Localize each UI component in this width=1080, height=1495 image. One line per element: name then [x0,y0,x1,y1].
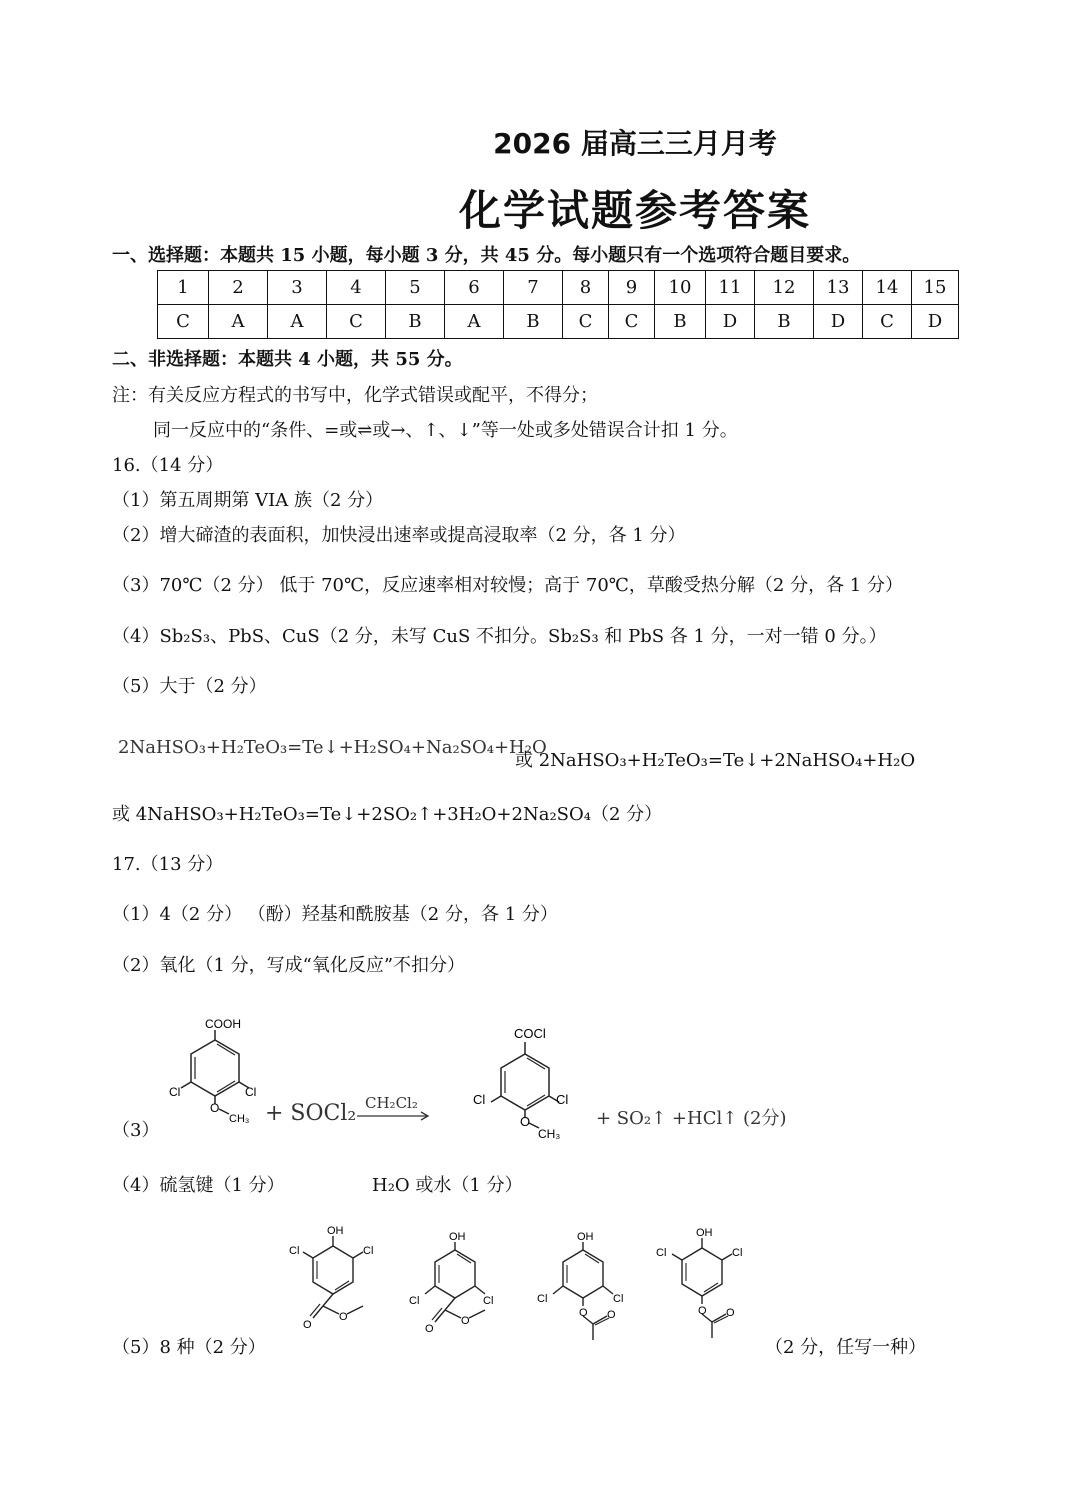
q17-answer-5-label: （5）8 种（2 分） [112,1337,266,1358]
isomer-structure-4 [650,1222,755,1347]
q16-equation-2: 或 2NaHSO₃+H₂TeO₃=Te↓+2NaHSO₄+H₂O [515,750,916,771]
question-number-cell: 13 [814,271,863,305]
question-number-cell: 15 [912,271,959,305]
o-label: O [520,1114,531,1129]
ch3-label: CH₃ [229,1113,250,1125]
q16-answer-4: （4）Sb₂S₃、PbS、CuS（2 分，未写 CuS 不扣分。Sb₂S₃ 和 PbS 各 1 分，一对一错 0 分。） [112,626,887,647]
answer-cell: D [814,305,863,339]
cl-label: Cl [409,1295,420,1307]
question-number-cell: 3 [268,271,327,305]
answer-cell: A [268,305,327,339]
o-label: O [339,1311,348,1323]
cl-label: Cl [473,1092,486,1107]
answer-table-answer-row [158,305,959,339]
cl-label: Cl [245,1085,257,1099]
answer-cell: C [158,305,209,339]
cl-label: Cl [732,1247,743,1259]
q16-answer-3: （3）70℃（2 分） 低于 70℃，反应速率相对较慢；高于 70℃，草酸受热分解（2 分，各 1 分） [112,575,903,596]
cl-label: Cl [363,1245,374,1257]
o-label: O [303,1319,312,1331]
question-number-cell: 8 [563,271,609,305]
isomer-structure-3 [535,1228,635,1353]
q17-title: 17.（13 分） [112,854,224,875]
answer-cell: B [504,305,563,339]
reactant-structure [165,1010,265,1125]
isomer-structure-2 [405,1230,510,1345]
question-number-cell: 9 [609,271,655,305]
note-line-2: 同一反应中的“条件、=或⇌或→、↑、↓”等一处或多处错误合计扣 1 分。 [153,420,738,441]
answer-cell: C [609,305,655,339]
cocl-label: COCl [514,1026,546,1041]
q16-answer-5: （5）大于（2 分） [112,676,267,697]
q17-answer-3-label: （3） [112,1120,160,1141]
q17-answer-4-right: H₂O 或水（1 分） [372,1175,523,1196]
o-label: O [726,1307,735,1319]
section2-heading: 二、非选择题：本题共 4 小题，共 55 分。 [112,349,463,370]
answer-table-number-row [158,271,959,305]
cl-label: Cl [556,1092,569,1107]
oh-label: OH [577,1231,594,1243]
oh-label: OH [327,1225,344,1237]
document-title: 化学试题参考答案 [458,186,811,235]
question-number-cell: 11 [706,271,755,305]
q17-answer-2: （2）氧化（1 分，写成“氧化反应”不扣分） [112,955,466,976]
q17-answer-1: （1）4（2 分） （酚）羟基和酰胺基（2 分，各 1 分） [112,904,558,925]
cl-label: Cl [289,1245,300,1257]
reaction-arrow [355,1110,435,1122]
answer-table [157,270,959,339]
product-structure [470,1020,580,1145]
q16-answer-2: （2）增大碲渣的表面积，加快浸出速率或提高浸取率（2 分，各 1 分） [112,525,686,546]
answer-cell: C [863,305,912,339]
q17-answer-4-left: （4）硫氢键（1 分） [112,1175,285,1196]
q16-answer-1: （1）第五周期第 VIA 族（2 分） [112,490,384,511]
cooh-label: COOH [205,1017,241,1031]
reagent-socl2: + SOCl₂ [265,1101,357,1126]
answer-cell: B [386,305,445,339]
question-number-cell: 2 [209,271,268,305]
isomer-structure-1 [285,1222,385,1342]
o-label: O [579,1307,588,1319]
question-number-cell: 12 [755,271,814,305]
question-number-cell: 4 [327,271,386,305]
o-label: O [425,1323,434,1335]
question-number-cell: 14 [863,271,912,305]
reaction-byproducts: + SO₂↑ +HCl↑ (2分) [596,1108,787,1129]
o-label: O [210,1101,220,1115]
question-number-cell: 5 [386,271,445,305]
oh-label: OH [449,1231,466,1243]
o-label: O [461,1315,470,1327]
answer-cell: D [706,305,755,339]
question-number-cell: 1 [158,271,209,305]
o-label: O [698,1305,707,1317]
q17-answer-5-note: （2 分，任写一种） [765,1337,927,1358]
cl-label: Cl [656,1247,667,1259]
answer-cell: B [655,305,706,339]
question-number-cell: 10 [655,271,706,305]
cl-label: Cl [169,1085,181,1099]
q16-equation-3: 或 4NaHSO₃+H₂TeO₃=Te↓+2SO₂↑+3H₂O+2Na₂SO₄（2 分） [112,804,663,825]
section1-heading: 一、选择题：本题共 15 小题，每小题 3 分，共 45 分。每小题只有一个选项符合题目要求。 [112,245,861,266]
exam-title: 2026 届高三三月月考 [493,127,777,160]
question-number-cell: 6 [445,271,504,305]
q16-equation-1: 2NaHSO₃+H₂TeO₃=Te↓+H₂SO₄+Na₂SO₄+H₂O [118,737,547,758]
reaction-condition: CH₂Cl₂ [365,1094,418,1112]
cl-label: Cl [613,1293,624,1305]
answer-cell: B [755,305,814,339]
cl-label: Cl [483,1295,494,1307]
answer-cell: D [912,305,959,339]
question-number-cell: 7 [504,271,563,305]
cl-label: Cl [537,1293,548,1305]
answer-cell: C [327,305,386,339]
ch3-label: CH₃ [538,1127,561,1141]
note-line-1: 注：有关反应方程式的书写中，化学式错误或配平，不得分； [112,385,598,406]
oh-label: OH [696,1227,713,1239]
answer-cell: A [445,305,504,339]
o-label: O [607,1309,616,1321]
answer-cell: A [209,305,268,339]
q16-title: 16.（14 分） [112,455,224,476]
answer-cell: C [563,305,609,339]
